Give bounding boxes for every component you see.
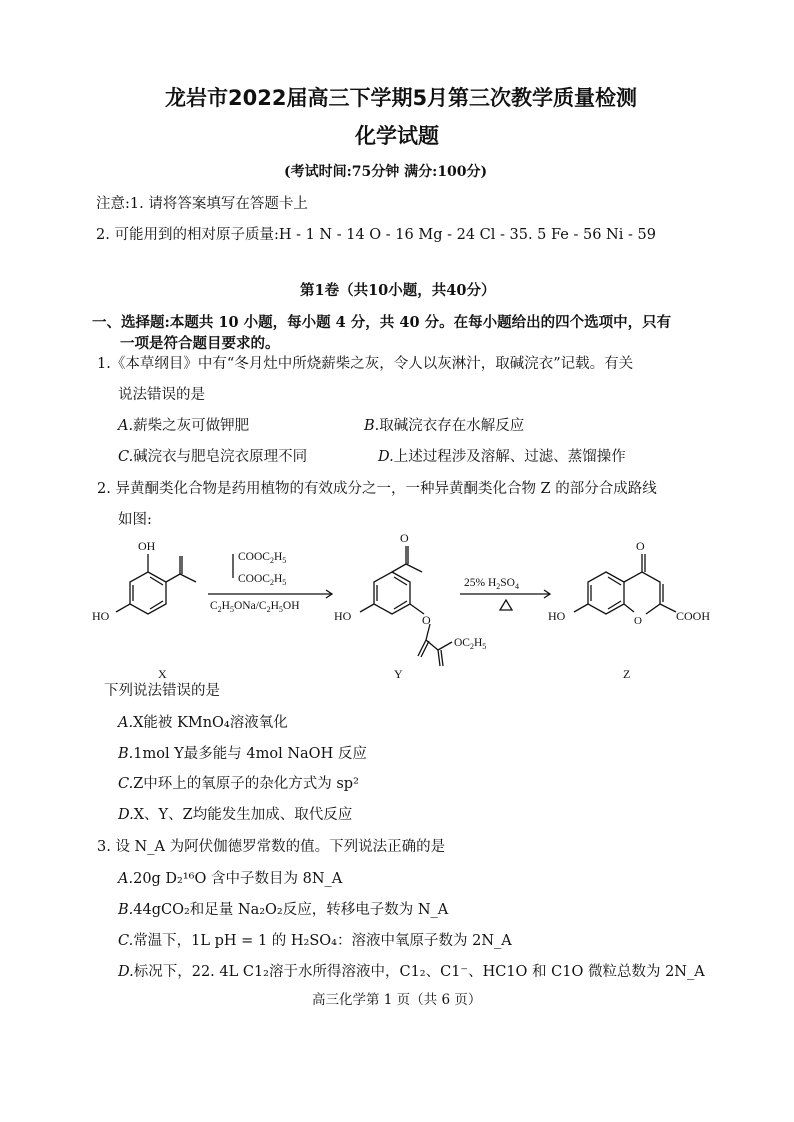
- q1-option-a-text: 薪柴之灰可做钾肥: [133, 418, 250, 434]
- x-oh-label: OH: [138, 539, 156, 553]
- q2-stem-line2: 如图:: [118, 512, 152, 528]
- q1-stem-line2: 说法错误的是: [118, 387, 205, 403]
- q3-stem: 3. 设 N_A 为阿伏伽德罗常数的值。下列说法正确的是: [97, 839, 446, 855]
- q2-option-a-label: A.: [118, 715, 134, 731]
- q2-option-b-label: B.: [118, 746, 134, 762]
- z-ring-o: O: [634, 615, 642, 627]
- reagent1-line1: $COOC_2H_5$: [238, 551, 287, 565]
- reagent1-line2: $COOC_2H_5$: [238, 573, 287, 587]
- compound-z-label: Z: [623, 667, 631, 681]
- heat-triangle-icon: [500, 600, 512, 610]
- synthesis-scheme: [80, 532, 740, 688]
- reagent1-line3: $C_2H_5ONa/C_2H_5OH$: [210, 600, 300, 614]
- q1-option-b-text: 取碱浣衣存在水解反应: [379, 418, 525, 434]
- q1-option-b-label: B.: [364, 418, 380, 434]
- q1-option-d: [378, 450, 626, 465]
- q3-option-b: [118, 903, 448, 918]
- q1-stem-line1: 1.《本草纲目》中有“冬月灶中所烧薪柴之灰，令人以灰淋汁，取碱浣衣”记载。有关: [97, 356, 634, 372]
- q2-option-c: [118, 777, 359, 792]
- y-ester-group: $OC_2H_5$: [454, 637, 487, 651]
- exam-title: 龙岩市2022届高三下学期5月第三次教学质量检测: [165, 86, 638, 110]
- q3-option-d-label: D.: [118, 964, 134, 980]
- q2-stem-line1: 2. 异黄酮类化合物是药用植物的有效成分之一，一种异黄酮类化合物 Z 的部分合成路线: [97, 481, 657, 497]
- y-ketone-o: O: [400, 532, 409, 545]
- q3-option-a-text: 20g D₂¹⁶O 含中子数目为 8N_A: [133, 871, 343, 887]
- compound-x-structure: [116, 554, 196, 614]
- q2-option-c-text: Z中环上的氧原子的杂化方式为 sp²: [133, 776, 359, 792]
- q3-option-d: [118, 965, 705, 980]
- section-instruction-1: 一、选择题:本题共 10 小题，每小题 4 分，共 40 分。在每小题给出的四个选项中，只有: [92, 314, 672, 331]
- y-ho-label: HO: [334, 609, 352, 623]
- compound-y-label: Y: [394, 667, 403, 681]
- reagent2-label: 25% $H_2SO_4$: [464, 577, 519, 591]
- q2-option-a: [118, 716, 288, 731]
- y-ether-o: O: [422, 613, 431, 627]
- exam-subtitle: 化学试题: [355, 124, 439, 148]
- section-heading: 第1卷（共10小题，共40分）: [300, 282, 496, 299]
- q1-option-b: [364, 419, 524, 434]
- q2-option-a-text: X能被 KMnO₄溶液氧化: [133, 715, 288, 731]
- q3-option-c-label: C.: [118, 933, 134, 949]
- q1-option-c-label: C.: [118, 449, 134, 465]
- x-ho-label: HO: [92, 609, 110, 623]
- q3-option-a: [118, 872, 342, 887]
- q1-option-a-label: A.: [118, 418, 134, 434]
- q3-option-b-text: 44gCO₂和足量 Na₂O₂反应，转移电子数为 N_A: [133, 902, 449, 918]
- compound-z-structure: [574, 554, 676, 614]
- q1-option-d-text: 上述过程涉及溶解、过滤、蒸馏操作: [393, 449, 626, 465]
- q3-option-d-text: 标况下，22. 4L C1₂溶于水所得溶液中，C1₂、C1⁻、HC1O 和 C1O 微粒总数为 2N_A: [133, 964, 705, 980]
- q2-option-c-label: C.: [118, 776, 134, 792]
- exam-info: (考试时间:75分钟 满分:100分): [284, 164, 488, 180]
- q2-option-d: [118, 808, 352, 823]
- compound-y-structure: [360, 546, 452, 666]
- q3-option-b-label: B.: [118, 902, 134, 918]
- page-footer: 高三化学第 1 页（共 6 页）: [312, 992, 482, 1008]
- note-1: 注意:1. 请将答案填写在答题卡上: [96, 196, 308, 212]
- z-ketone-o: O: [636, 539, 645, 553]
- q2-option-d-text: X、Y、Z均能发生加成、取代反应: [133, 807, 353, 823]
- q2-option-b: [118, 747, 367, 762]
- q1-option-d-label: D.: [378, 449, 394, 465]
- z-ho-label: HO: [548, 609, 566, 623]
- section-instruction-2: 一项是符合题目要求的。: [120, 335, 280, 352]
- q1-option-c: [118, 450, 307, 465]
- q2-follow: 下列说法错误的是: [104, 683, 220, 699]
- note-2: 2. 可能用到的相对原子质量:H - 1 N - 14 O - 16 Mg - 24 Cl - 35. 5 Fe - 56 Ni - 59: [96, 227, 656, 243]
- q2-option-b-text: 1mol Y最多能与 4mol NaOH 反应: [133, 746, 367, 762]
- q3-option-c: [118, 934, 512, 949]
- q1-option-a: [118, 419, 249, 434]
- compound-x-label: X: [158, 667, 167, 681]
- q1-option-c-text: 碱浣衣与肥皂浣衣原理不同: [133, 449, 308, 465]
- q3-option-a-label: A.: [118, 871, 134, 887]
- z-cooh-label: COOH: [676, 609, 711, 623]
- q2-option-d-label: D.: [118, 807, 134, 823]
- q3-option-c-text: 常温下，1L pH = 1 的 H₂SO₄：溶液中氧原子数为 2N_A: [133, 933, 512, 949]
